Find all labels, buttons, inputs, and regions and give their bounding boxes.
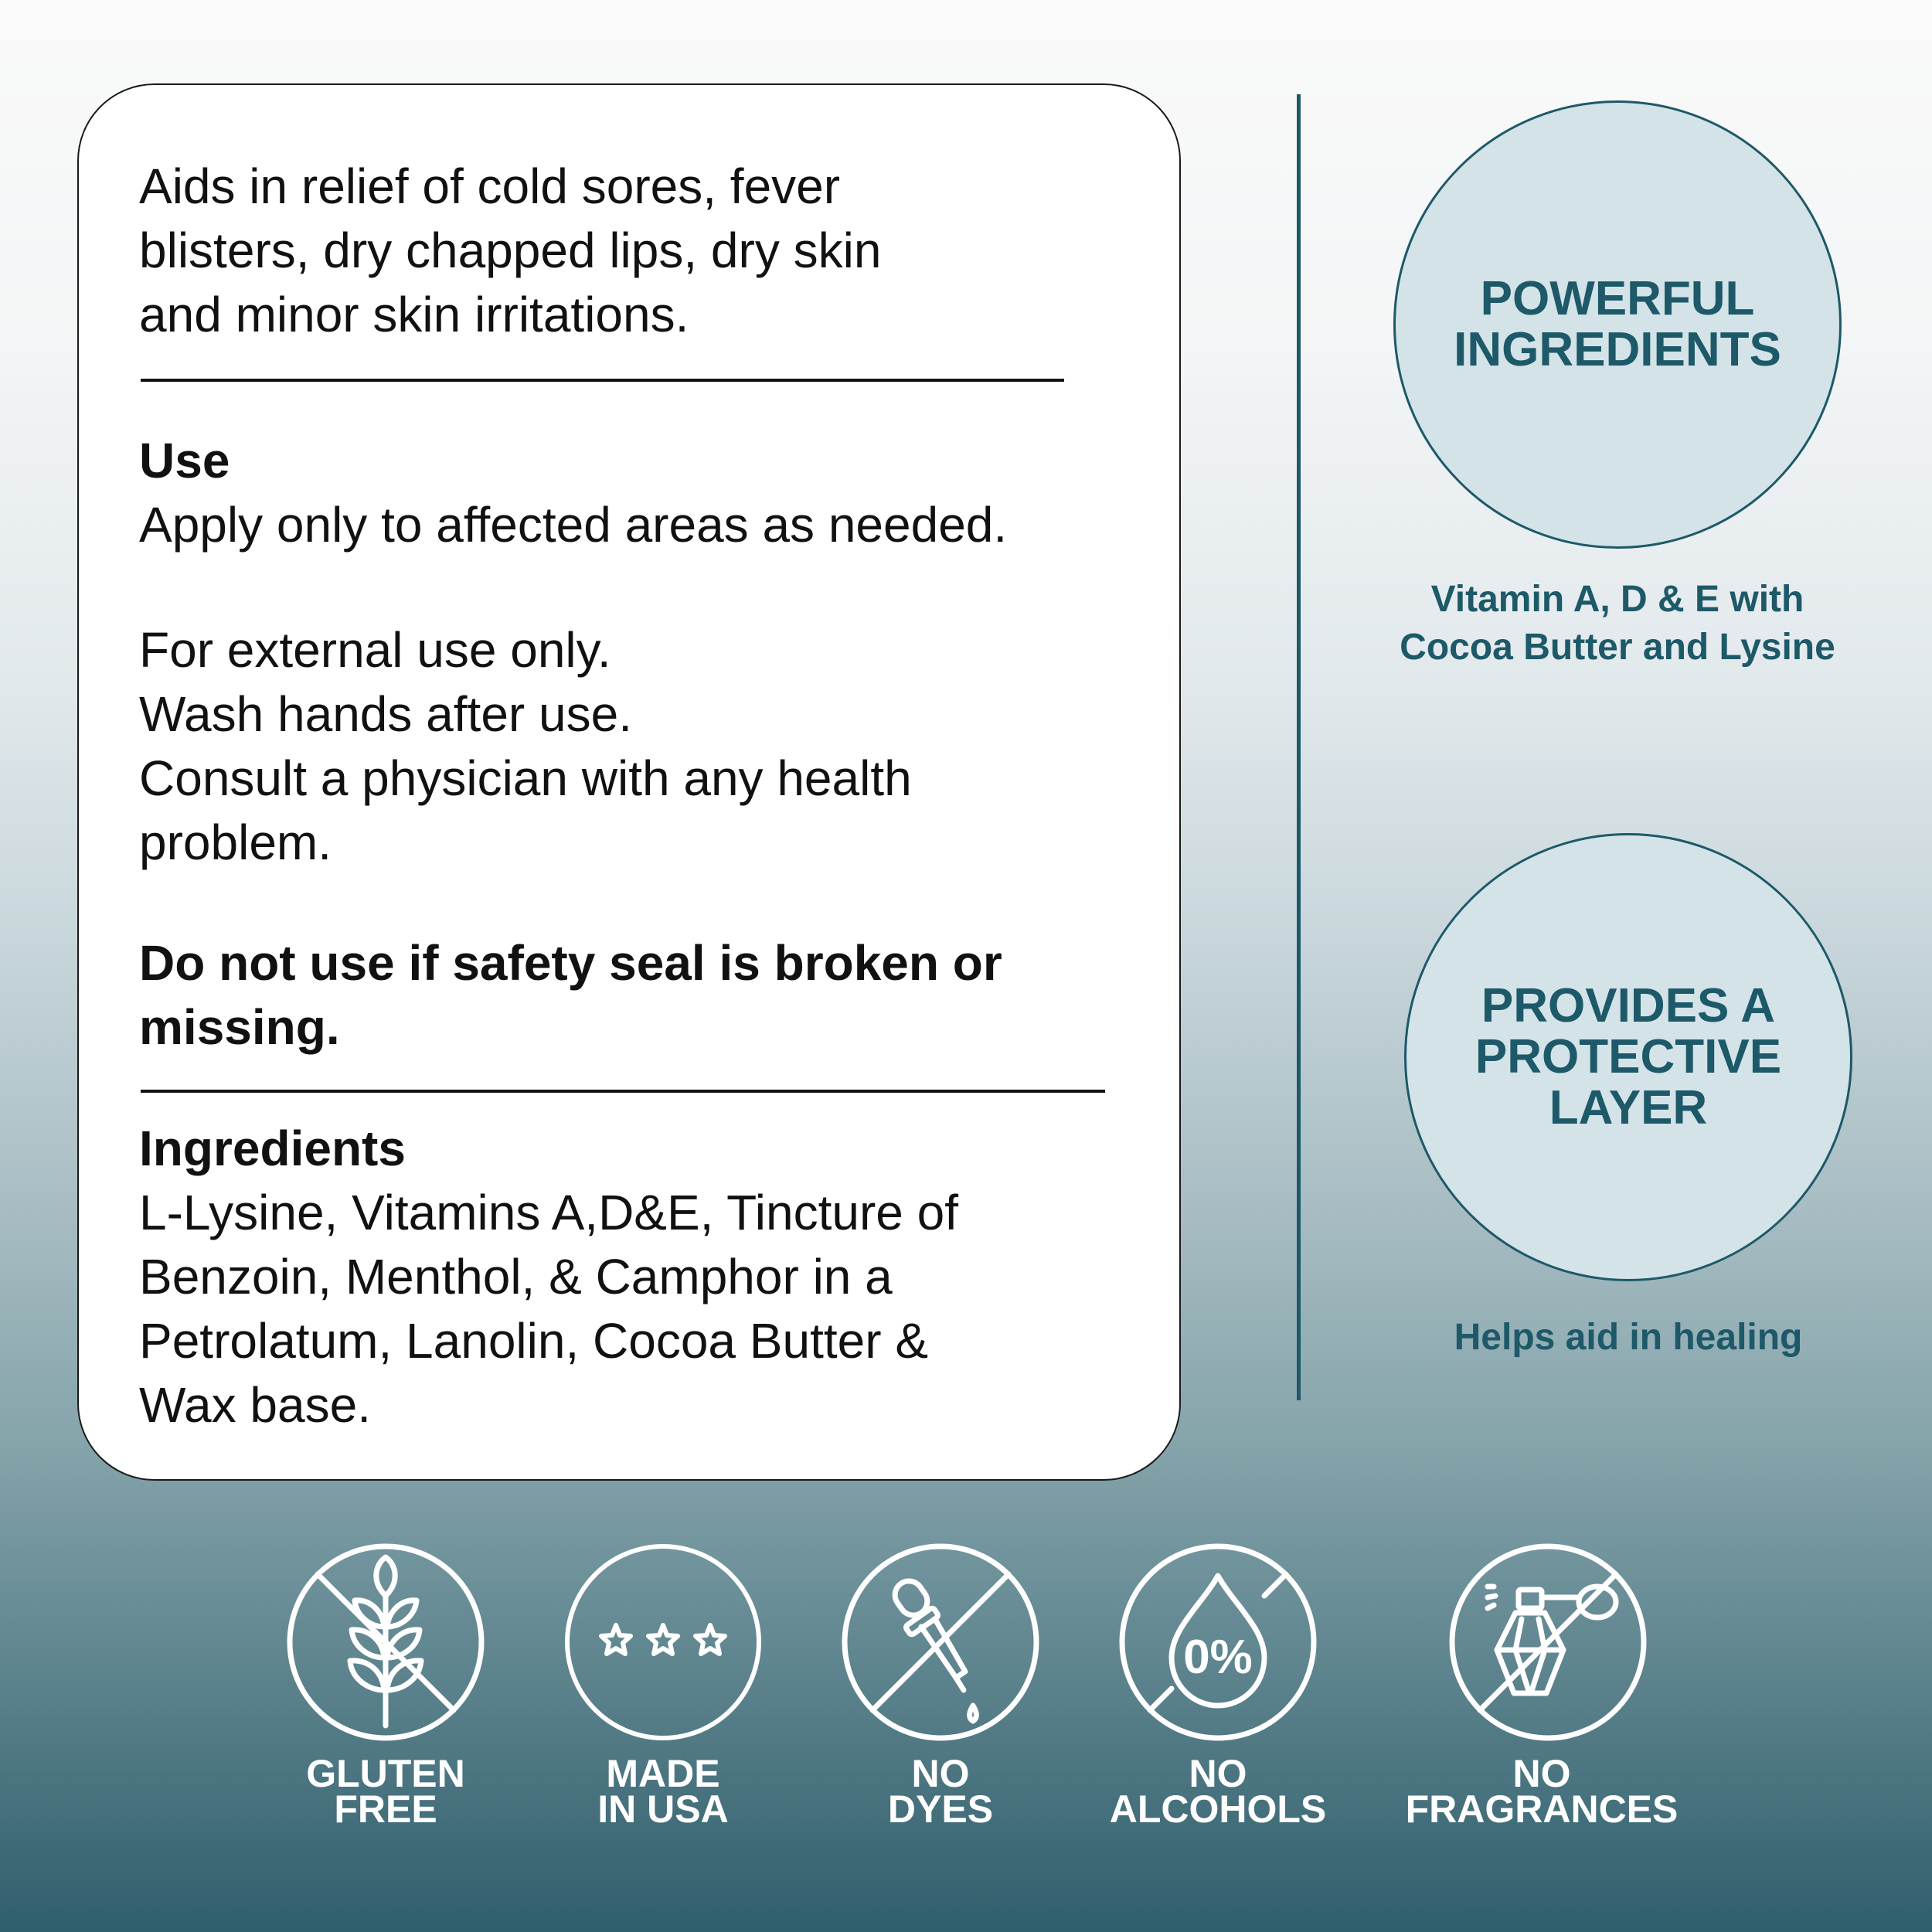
zero-percent-drop-icon xyxy=(1117,1542,1318,1743)
seal-warning: Do not use if safety seal is broken or missing. xyxy=(139,935,1002,1055)
no-dyes-badge xyxy=(840,1542,1041,1743)
made-in-usa-badge xyxy=(563,1542,764,1743)
no-fragrances-badge xyxy=(1447,1542,1648,1743)
badge-label: MADE IN USA xyxy=(597,1752,729,1831)
product-info-card xyxy=(77,83,1181,1481)
feature-title: PROVIDES A PROTECTIVE LAYER xyxy=(1475,979,1782,1134)
feature-caption: Vitamin A, D & E with Cocoa Butter and Lysine xyxy=(1400,579,1835,668)
badge-label: NO ALCOHOLS xyxy=(1109,1752,1327,1831)
badge-label: GLUTEN FREE xyxy=(306,1752,465,1831)
gluten-free-badge xyxy=(285,1542,486,1743)
feature-title: POWERFUL INGREDIENTS xyxy=(1454,272,1781,376)
no-alcohols-badge xyxy=(1117,1542,1318,1743)
percent-text: 0% xyxy=(1183,1631,1253,1684)
wheat-crossed-icon xyxy=(285,1542,486,1743)
intro-text: Aids in relief of cold sores, fever blisters, dry chapped lips, dry skin and minor skin irritations. xyxy=(139,158,882,342)
badge-label: NO FRAGRANCES xyxy=(1405,1752,1679,1831)
feature-caption: Helps aid in healing xyxy=(1454,1317,1803,1358)
feature-circle-protective xyxy=(1404,833,1852,1281)
vertical-divider xyxy=(1297,94,1301,1400)
ingredients-heading: Ingredients xyxy=(139,1121,406,1176)
dropper-crossed-icon xyxy=(840,1542,1041,1743)
perfume-bottle-crossed-icon xyxy=(1447,1542,1648,1743)
warnings-text: For external use only. Wash hands after use. Consult a physician with any health problem. xyxy=(139,622,912,870)
divider xyxy=(141,1090,1105,1093)
divider xyxy=(141,379,1064,382)
badge-label: NO DYES xyxy=(887,1752,994,1831)
ingredients-text: L-Lysine, Vitamins A,D&E, Tincture of Benzoin, Menthol, & Camphor in a Petrolatum, Lanolin, Cocoa Butter & Wax base. xyxy=(139,1185,959,1433)
three-stars-icon xyxy=(563,1542,764,1743)
use-heading: Use xyxy=(139,433,230,488)
feature-circle-ingredients xyxy=(1393,100,1842,549)
use-text: Apply only to affected areas as needed. xyxy=(139,497,1008,553)
